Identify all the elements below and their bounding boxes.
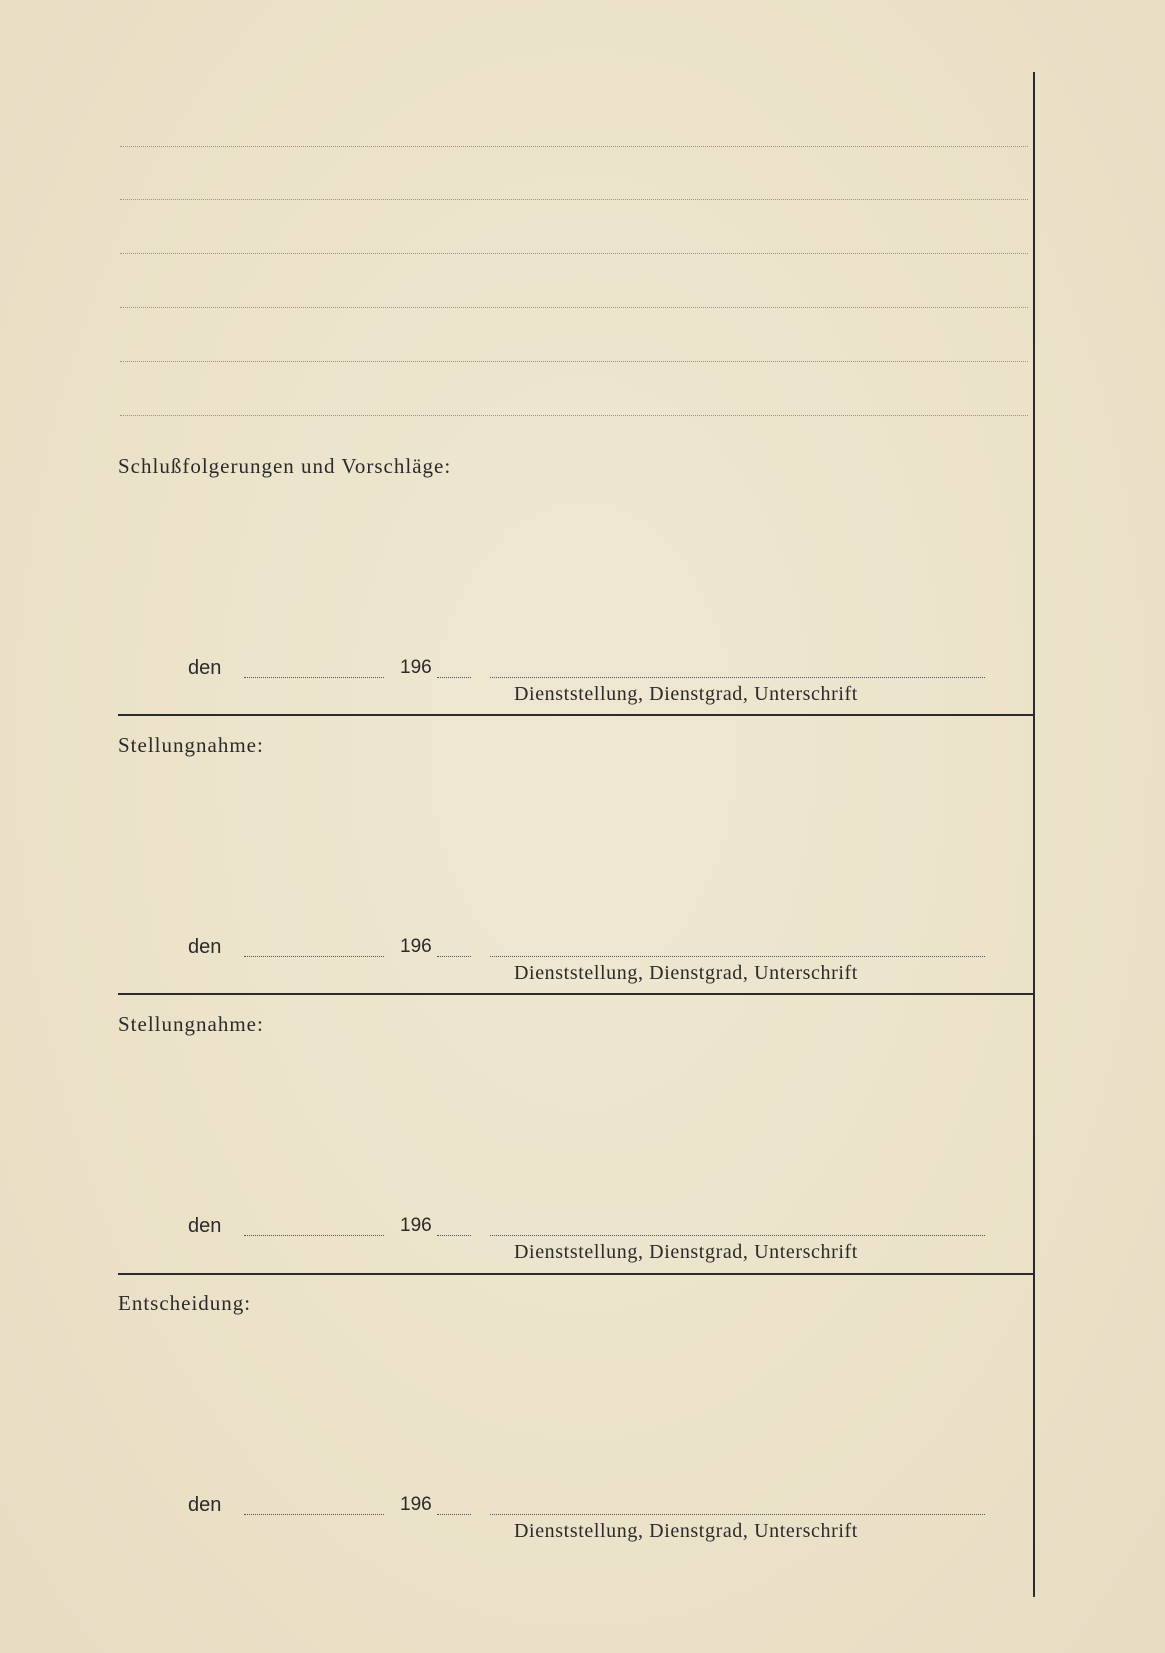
signature-caption: Dienststellung, Dienstgrad, Unterschrift	[514, 1520, 858, 1542]
den-label: den	[188, 936, 222, 958]
writing-line[interactable]	[120, 199, 1028, 200]
year-field[interactable]	[437, 1514, 471, 1515]
year-field[interactable]	[437, 956, 471, 957]
signature-field[interactable]	[490, 956, 985, 957]
date-field[interactable]	[244, 677, 384, 678]
section-heading-conclusions: Schlußfolgerungen und Vorschläge:	[118, 454, 452, 478]
signature-caption: Dienststellung, Dienstgrad, Unterschrift	[514, 683, 858, 705]
year-label: 196	[400, 657, 432, 678]
signature-field[interactable]	[490, 677, 985, 678]
signature-row	[0, 1494, 1165, 1554]
signature-row	[0, 936, 1165, 996]
signature-row	[0, 657, 1165, 717]
year-field[interactable]	[437, 677, 471, 678]
signature-field[interactable]	[490, 1235, 985, 1236]
writing-line[interactable]	[120, 307, 1028, 308]
signature-row	[0, 1215, 1165, 1275]
year-field[interactable]	[437, 1235, 471, 1236]
writing-line[interactable]	[120, 253, 1028, 254]
section-divider	[118, 1273, 1034, 1275]
den-label: den	[188, 1494, 222, 1516]
den-label: den	[188, 1215, 222, 1237]
year-label: 196	[400, 1215, 432, 1236]
section-heading-decision: Entscheidung:	[118, 1291, 252, 1315]
date-field[interactable]	[244, 956, 384, 957]
signature-caption: Dienststellung, Dienstgrad, Unterschrift	[514, 1241, 858, 1263]
writing-line[interactable]	[120, 146, 1028, 147]
section-divider	[118, 993, 1034, 995]
margin-rule	[1033, 72, 1035, 1597]
section-heading-statement-1: Stellungnahme:	[118, 733, 264, 757]
signature-field[interactable]	[490, 1514, 985, 1515]
year-label: 196	[400, 1494, 432, 1515]
writing-line[interactable]	[120, 415, 1028, 416]
date-field[interactable]	[244, 1514, 384, 1515]
writing-line[interactable]	[120, 361, 1028, 362]
date-field[interactable]	[244, 1235, 384, 1236]
section-divider	[118, 714, 1034, 716]
section-heading-statement-2: Stellungnahme:	[118, 1012, 264, 1036]
den-label: den	[188, 657, 222, 679]
year-label: 196	[400, 936, 432, 957]
signature-caption: Dienststellung, Dienstgrad, Unterschrift	[514, 962, 858, 984]
